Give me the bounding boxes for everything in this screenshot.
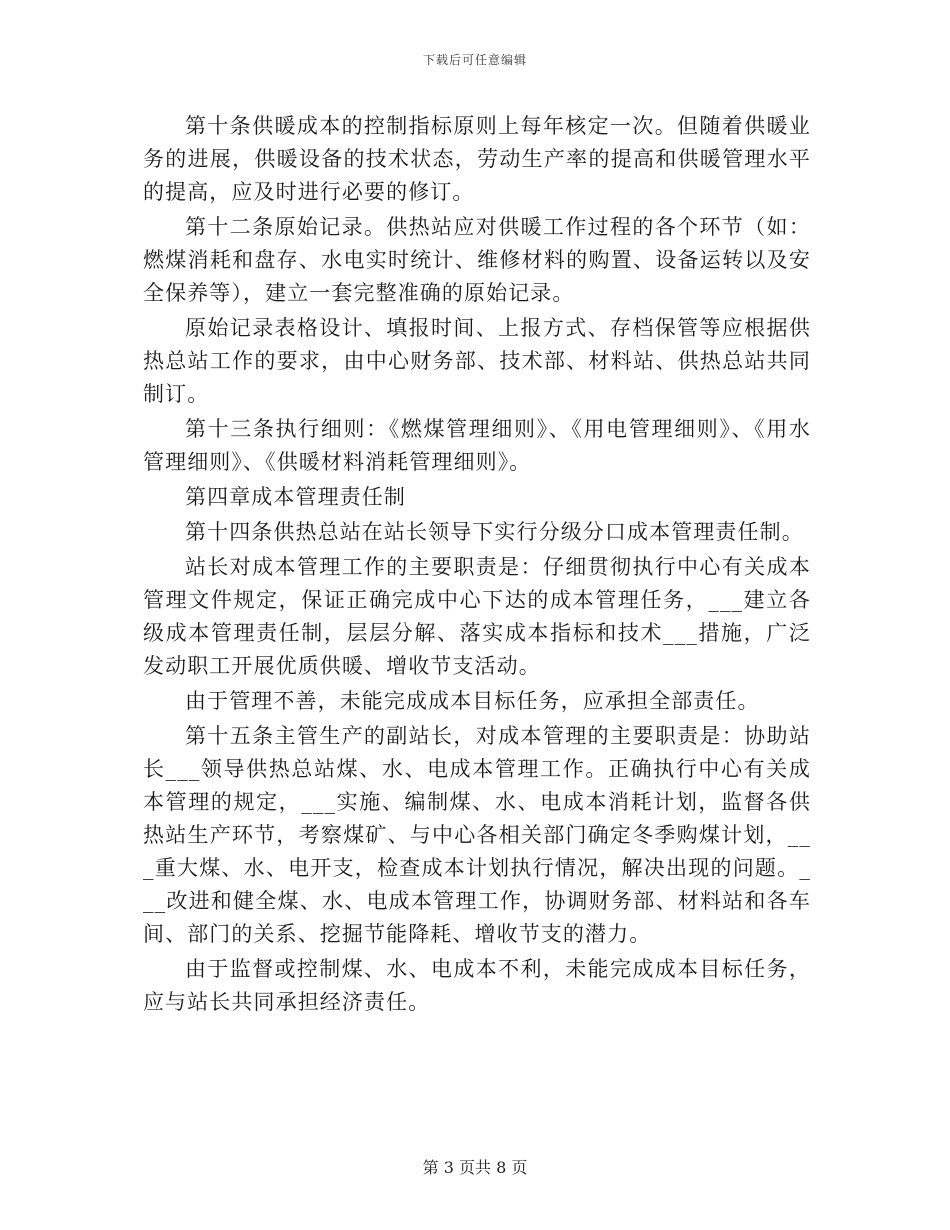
paragraph-article-13: 第十三条执行细则：《燃煤管理细则》、《用电管理细则》、《用水管理细则》、《供暖材料消耗管理细则》。 bbox=[143, 417, 811, 474]
paragraph-original-records: 原始记录表格设计、填报时间、上报方式、存档保管等应根据供热总站工作的要求，由中心财务部、技术部、材料站、供热总站共同制订。 bbox=[143, 316, 811, 406]
page-number: 第 3 页共 8 页 bbox=[422, 1158, 528, 1177]
document-body bbox=[143, 110, 811, 1021]
chapter-heading: 第四章成本管理责任制 bbox=[185, 485, 406, 509]
paragraph-article-10: 第十条供暖成本的控制指标原则上每年核定一次。但随着供暖业务的进展，供暖设备的技术状态，劳动生产率的提高和供暖管理水平的提高，应及时进行必要的修订。 bbox=[143, 114, 811, 204]
paragraph-director-liability: 由于管理不善，未能完成成本目标任务，应承担全部责任。 bbox=[185, 689, 760, 713]
paragraph-director-duties: 站长对成本管理工作的主要职责是：仔细贯彻执行中心有关成本管理文件规定，保证正确完成中心下达的成本管理任务，___建立各级成本管理责任制，层层分解、落实成本指标和技术___措施，广泛发动职工开展优质供暖、增收节支活动。 bbox=[143, 555, 811, 678]
paragraph-deputy-liability: 由于监督或控制煤、水、电成本不利，未能完成成本目标任务，应与站长共同承担经济责任。 bbox=[143, 957, 811, 1014]
paragraph-article-14: 第十四条供热总站在站长领导下实行分级分口成本管理责任制。 bbox=[185, 520, 804, 544]
paragraph-article-12: 第十二条原始记录。供热站应对供暖工作过程的各个环节（如：燃煤消耗和盘存、水电实时统计、维修材料的购置、设备运转以及安全保养等），建立一套完整准确的原始记录。 bbox=[143, 215, 811, 305]
paragraph-article-15: 第十五条主管生产的副站长，对成本管理的主要职责是：协助站长___领导供热总站煤、水、电成本管理工作。正确执行中心有关成本管理的规定，___实施、编制煤、水、电成本消耗计划，监督各供热站生产环节，考察煤矿、与中心各相关部门确定冬季购煤计划，___重大煤、水、电开支，检查成本计划执行情况，解决出现的问题。___改进和健全煤、水、电成本管理工作，协调财务部、材料站和各车间、部门的关系、挖掘节能降耗、增收节支的潜力。 bbox=[143, 724, 811, 946]
page-header-note: 下载后可任意编辑 bbox=[422, 53, 527, 67]
